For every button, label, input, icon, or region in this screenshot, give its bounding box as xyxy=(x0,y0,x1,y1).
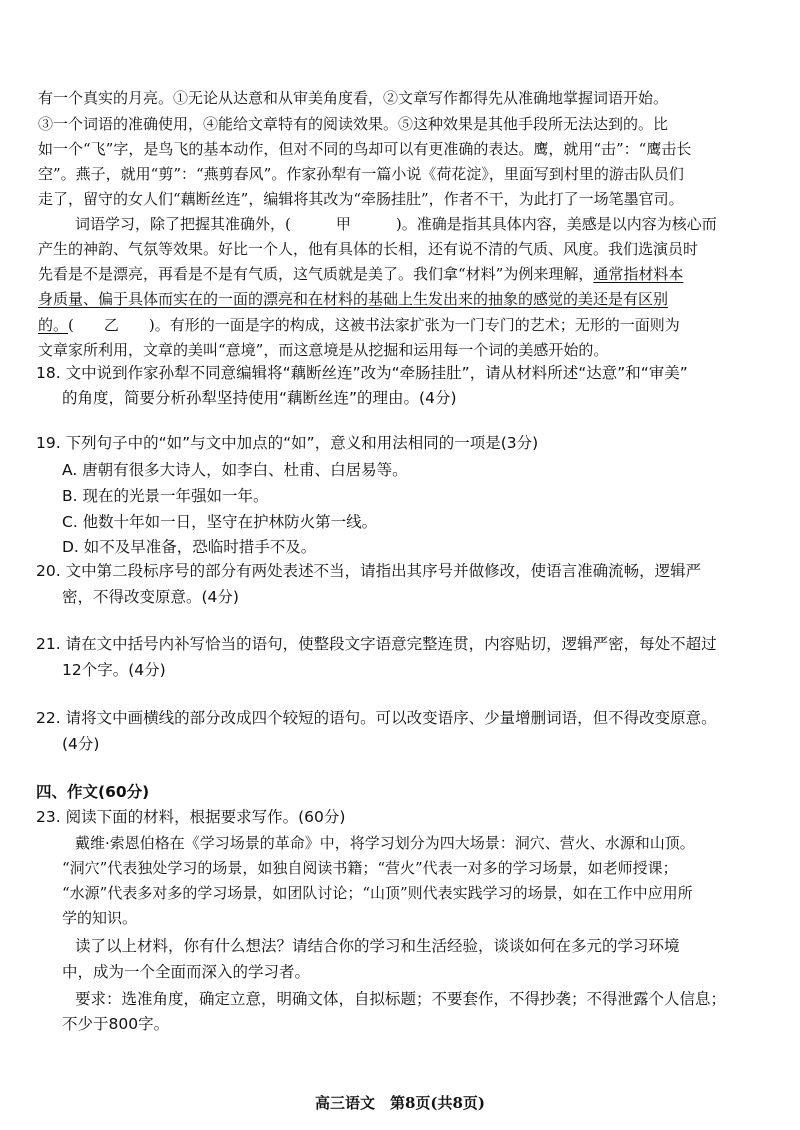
passage-line: ③一个词语的准确使用，④能给文章特有的阅读效果。⑤这种效果是其他手段所无法达到的。比 xyxy=(38,115,669,133)
passage-line: 文章家所利用，文章的美叫“意境”，而这意境是从挖掘和运用每一个词的美感开始的。 xyxy=(38,341,609,359)
passage-line xyxy=(38,263,683,285)
question-23: 23. 阅读下面的材料，根据要求写作。(60分) xyxy=(36,808,346,826)
passage-line: 词语学习，除了把握其准确外，( 甲 )。准确是指其具体内容，美感是以内容为核心而 xyxy=(75,215,717,233)
option-c: C. 他数十年如一日，坚守在护林防火第一线。 xyxy=(62,513,378,531)
question-21: 21. 请在文中括号内补写恰当的语句，使整段文字语意完整连贯，内容贴切，逻辑严密，每处不超过 xyxy=(36,635,717,653)
underlined-text: 身质量、偏于具体而实在的一面的漂亮和在材料的基础上生发出来的抽象的感觉的美还是有区别 xyxy=(38,290,669,308)
material-line: “水源”代表多对多的学习场景，如团队讨论；“山顶”则代表实践学习的场景，如在工作中应用所 xyxy=(62,884,693,902)
underlined-text: 通常指材料本 xyxy=(593,265,684,283)
passage-text: 先看是不是漂亮，再看是不是有气质，这气质就是美了。我们拿“材料”为例来理解， xyxy=(38,265,594,283)
underlined-text: 的。 xyxy=(38,316,69,334)
writing-requirements-cont: 不少于800字。 xyxy=(62,1015,170,1033)
writing-requirements: 要求：选准角度，确定立意，明确文体，自拟标题；不要套作，不得抄袭；不得泄露个人信息； xyxy=(75,990,727,1008)
passage-line xyxy=(38,314,680,336)
material-line: “洞穴”代表独处学习的场景，如独自阅读书籍；“营火”代表一对多的学习场景，如老师授课； xyxy=(62,859,678,877)
section-heading: 四、作文(60分) xyxy=(36,783,150,801)
question-22: 22. 请将文中画横线的部分改成四个较短的语句。可以改变语序、少量增删词语，但不得改变原意。 xyxy=(36,709,717,727)
question-20: 20. 文中第二段标序号的部分有两处表述不当，请指出其序号并做修改，使语言准确流畅，逻辑严 xyxy=(36,562,702,580)
material-line: 学的知识。 xyxy=(62,909,138,927)
writing-prompt-cont: 中，成为一个全面而深入的学习者。 xyxy=(62,963,311,981)
passage-line: 走了，留守的女人们“藕断丝连”，编辑将其改为“牵肠挂肚”，作者不干，为此打了一场笔墨官司。 xyxy=(38,190,684,208)
question-18-cont: 的角度，简要分析孙犁坚持使用“藕断丝连”的理由。(4分) xyxy=(62,389,457,407)
passage-line: 有一个真实的月亮。①无论从达意和从审美角度看，②文章写作都得先从准确地掌握词语开始。 xyxy=(38,89,669,107)
option-d: D. 如不及早准备，恐临时措手不及。 xyxy=(62,538,317,556)
option-b: B. 现在的光景一年强如一年。 xyxy=(62,487,269,505)
question-20-cont: 密，不得改变原意。(4分) xyxy=(62,588,239,606)
question-18: 18. 文中说到作家孙犁不同意编辑将“藕断丝连”改为“牵肠挂肚”，请从材料所述“达意”和“审美” xyxy=(36,364,688,382)
question-22-cont: (4分) xyxy=(62,735,100,753)
option-a: A. 唐朝有很多大诗人，如李白、杜甫、白居易等。 xyxy=(62,461,408,479)
passage-line: 空”。燕子，就用“剪”：“燕剪春风”。作家孙犁有一篇小说《荷花淀》，里面写到村里的游击队员们 xyxy=(38,165,684,183)
passage-line: 产生的神韵、气氛等效果。好比一个人，他有具体的长相，还有说不清的气质、风度。我们选演员时 xyxy=(38,240,699,258)
passage-text: ( 乙 )。有形的一面是字的构成，这被书法家扩张为一门专门的艺术；无形的一面则为 xyxy=(68,316,680,334)
question-21-cont: 12个字。(4分) xyxy=(62,661,166,679)
writing-prompt: 读了以上材料，你有什么想法？请结合你的学习和生活经验，谈谈如何在多元的学习环境 xyxy=(75,937,680,955)
question-19: 19. 下列句子中的“如”与文中加点的“如”，意义和用法相同的一项是(3分) xyxy=(36,434,539,452)
page-footer: 高三语文 第8页(共8页) xyxy=(314,1094,486,1112)
passage-line: 如一个“飞”字，是鸟飞的基本动作，但对不同的鸟却可以有更准确的表达。鹰，就用“击”：“鹰击长 xyxy=(38,140,692,158)
material-line: 戴维·索恩伯格在《学习场景的革命》中，将学习划分为四大场景：洞穴、营火、水源和山顶。 xyxy=(75,834,695,852)
